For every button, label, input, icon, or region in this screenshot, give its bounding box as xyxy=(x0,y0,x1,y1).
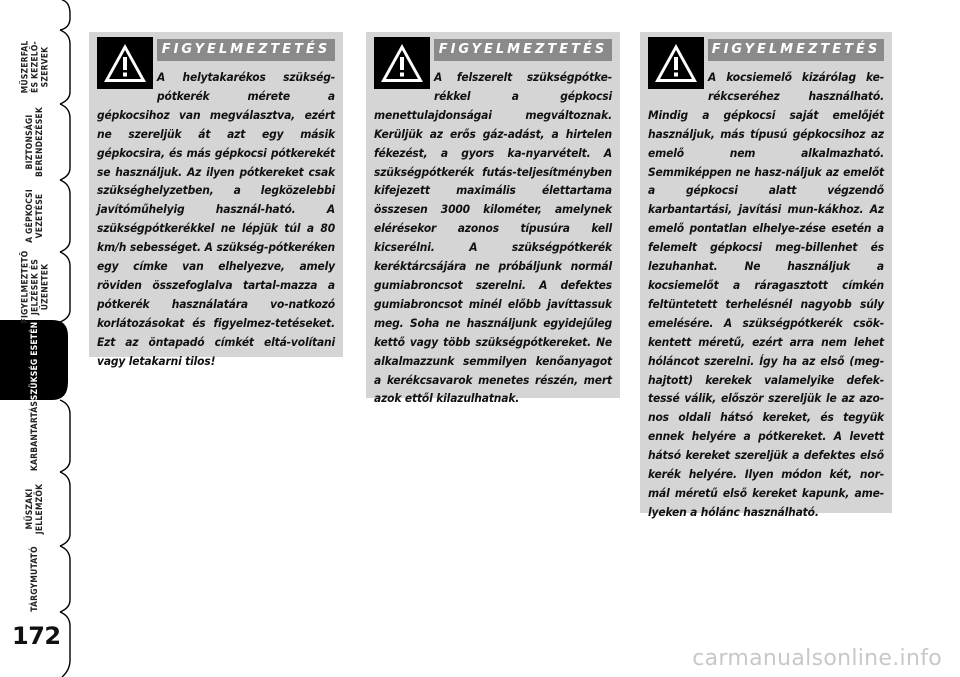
warning-box-2 xyxy=(366,32,620,406)
tab-szukseg-eseten[interactable] xyxy=(0,322,70,400)
warning-title: FIGYELMEZTETÉS xyxy=(438,42,608,57)
warning-text: A helytakarékos szükség-pótkerék mérete a gépkocsihoz van megválasztva, ezért ne szereljük át azt egy másik gépkocsira, és más gépkocsi pótkerekét se használjuk. Az ilyen pótkereket csak szükséghelyzetben, a legközelebbi javítóműhelyig használ-ható. A szükségpótkerékkel ne lépjük túl a 80 km/h sebességet. A szükség-pótkeréken egy címke van elhelyezve, amely röviden összefoglalva tartal-mazza a pótkerék használatára vo-natkozó korlátozásokat és figyelmez-tetéseket. Ezt az öntapadó címkét eltá-volítani vagy letakarni tilos! xyxy=(97,70,335,368)
page-number: 172 xyxy=(12,622,61,650)
tab-label: MŰSZAKI JELLEMZŐK xyxy=(24,483,45,535)
warning-text: A kocsiemelő kizárólag ke-rékcseréhez használható. Mindig a gépkocsi saját emelőjét használjuk, más típusú gépkocsihoz az emelő nem alkalmazható. Semmiképpen ne hasz-náljuk az emelőt a gépkocsi alatt végzendő karbantartási, javítási mun-kákhoz. Az emelő pontatlan elhelye-zése esetén a felemelt gépkocsi meg-billenhet és lezuhanhat. Ne használjuk a kocsiemelőt a ráragasztott címkén feltüntetett terhelésnél nagyobb súly emelésére. A szükségpótkerék csök-kentett méretű, ezért arra nem lehet hóláncot szerelni. Így ha az első (meg-hajtott) kerekek valamelyike defek-tessé válik, először szereljük le az azo-nos oldali hátsó kereket, és tegyük ennek helyére a pótkereket. A levett hátsó kereket szereljük a defektes első kerék helyére. Ilyen módon két, nor-mál méretű első kereket kapunk, ame-lyeken a hólánc használható. xyxy=(648,70,884,519)
tab-targymutato[interactable] xyxy=(0,546,70,612)
tab-label: TÁRGYMUTATÓ xyxy=(29,546,40,612)
tab-muszerfal[interactable] xyxy=(0,30,70,104)
tab-label: MŰSZERFAL ÉS KEZELŐ- SZERVEK xyxy=(20,40,50,94)
warning-box-3 xyxy=(640,32,892,519)
tab-label: A GÉPKOCSI VEZETÉSE xyxy=(24,189,45,243)
tab-label: SZÜKSÉG ESETÉN xyxy=(30,321,40,401)
tab-label: KARBANTARTÁS xyxy=(30,400,40,472)
tab-karbantartas[interactable] xyxy=(0,400,70,472)
warning-text: A felszerelt szükségpótke-rékkel a gépkocsi menettulajdonságai megváltoznak. Kerüljük az erős gáz-adást, a hirtelen fékezést, a gyors ka-nyarvételt. A szükségpótkerék futás-teljesítményben kifejezett maximális élettartama összesen 3000 kilométer, amelynek elérésekor azonos típusúra kell kicserélni. A szükségpótkerék keréktárcsájára ne próbáljunk normál gumiabroncsot szerelni. A defektes gumiabroncsot minél előbb javíttassuk meg. Soha ne használjunk egyidejűleg kettő vagy több szükségpótkereket. Ne alkalmazzunk semmilyen kenőanyagot a kerékcsavarok menetes részén, mert azok ettől kilazulhatnak. xyxy=(374,70,612,406)
warning-title: FIGYELMEZTETÉS xyxy=(161,42,331,57)
tab-figyelmezteto[interactable] xyxy=(0,252,70,322)
tab-biztonsagi[interactable] xyxy=(0,104,70,180)
tab-label: FIGYELMEZTETŐ JELZÉSEK ÉS ÜZENETEK xyxy=(20,250,50,324)
watermark[interactable]: carmanualsonline.info xyxy=(692,646,942,671)
tab-label: BIZTONSÁGI BERENDEZÉSEK xyxy=(24,107,45,177)
warning-box-1 xyxy=(89,32,343,368)
warning-header xyxy=(708,39,884,61)
warning-header xyxy=(434,39,612,61)
warning-header xyxy=(157,39,335,61)
tab-muszaki-jellemzok[interactable] xyxy=(0,472,70,546)
chapter-tab-strip xyxy=(0,0,72,677)
tab-vezetes[interactable] xyxy=(0,180,70,252)
warning-title: FIGYELMEZTETÉS xyxy=(711,42,881,57)
